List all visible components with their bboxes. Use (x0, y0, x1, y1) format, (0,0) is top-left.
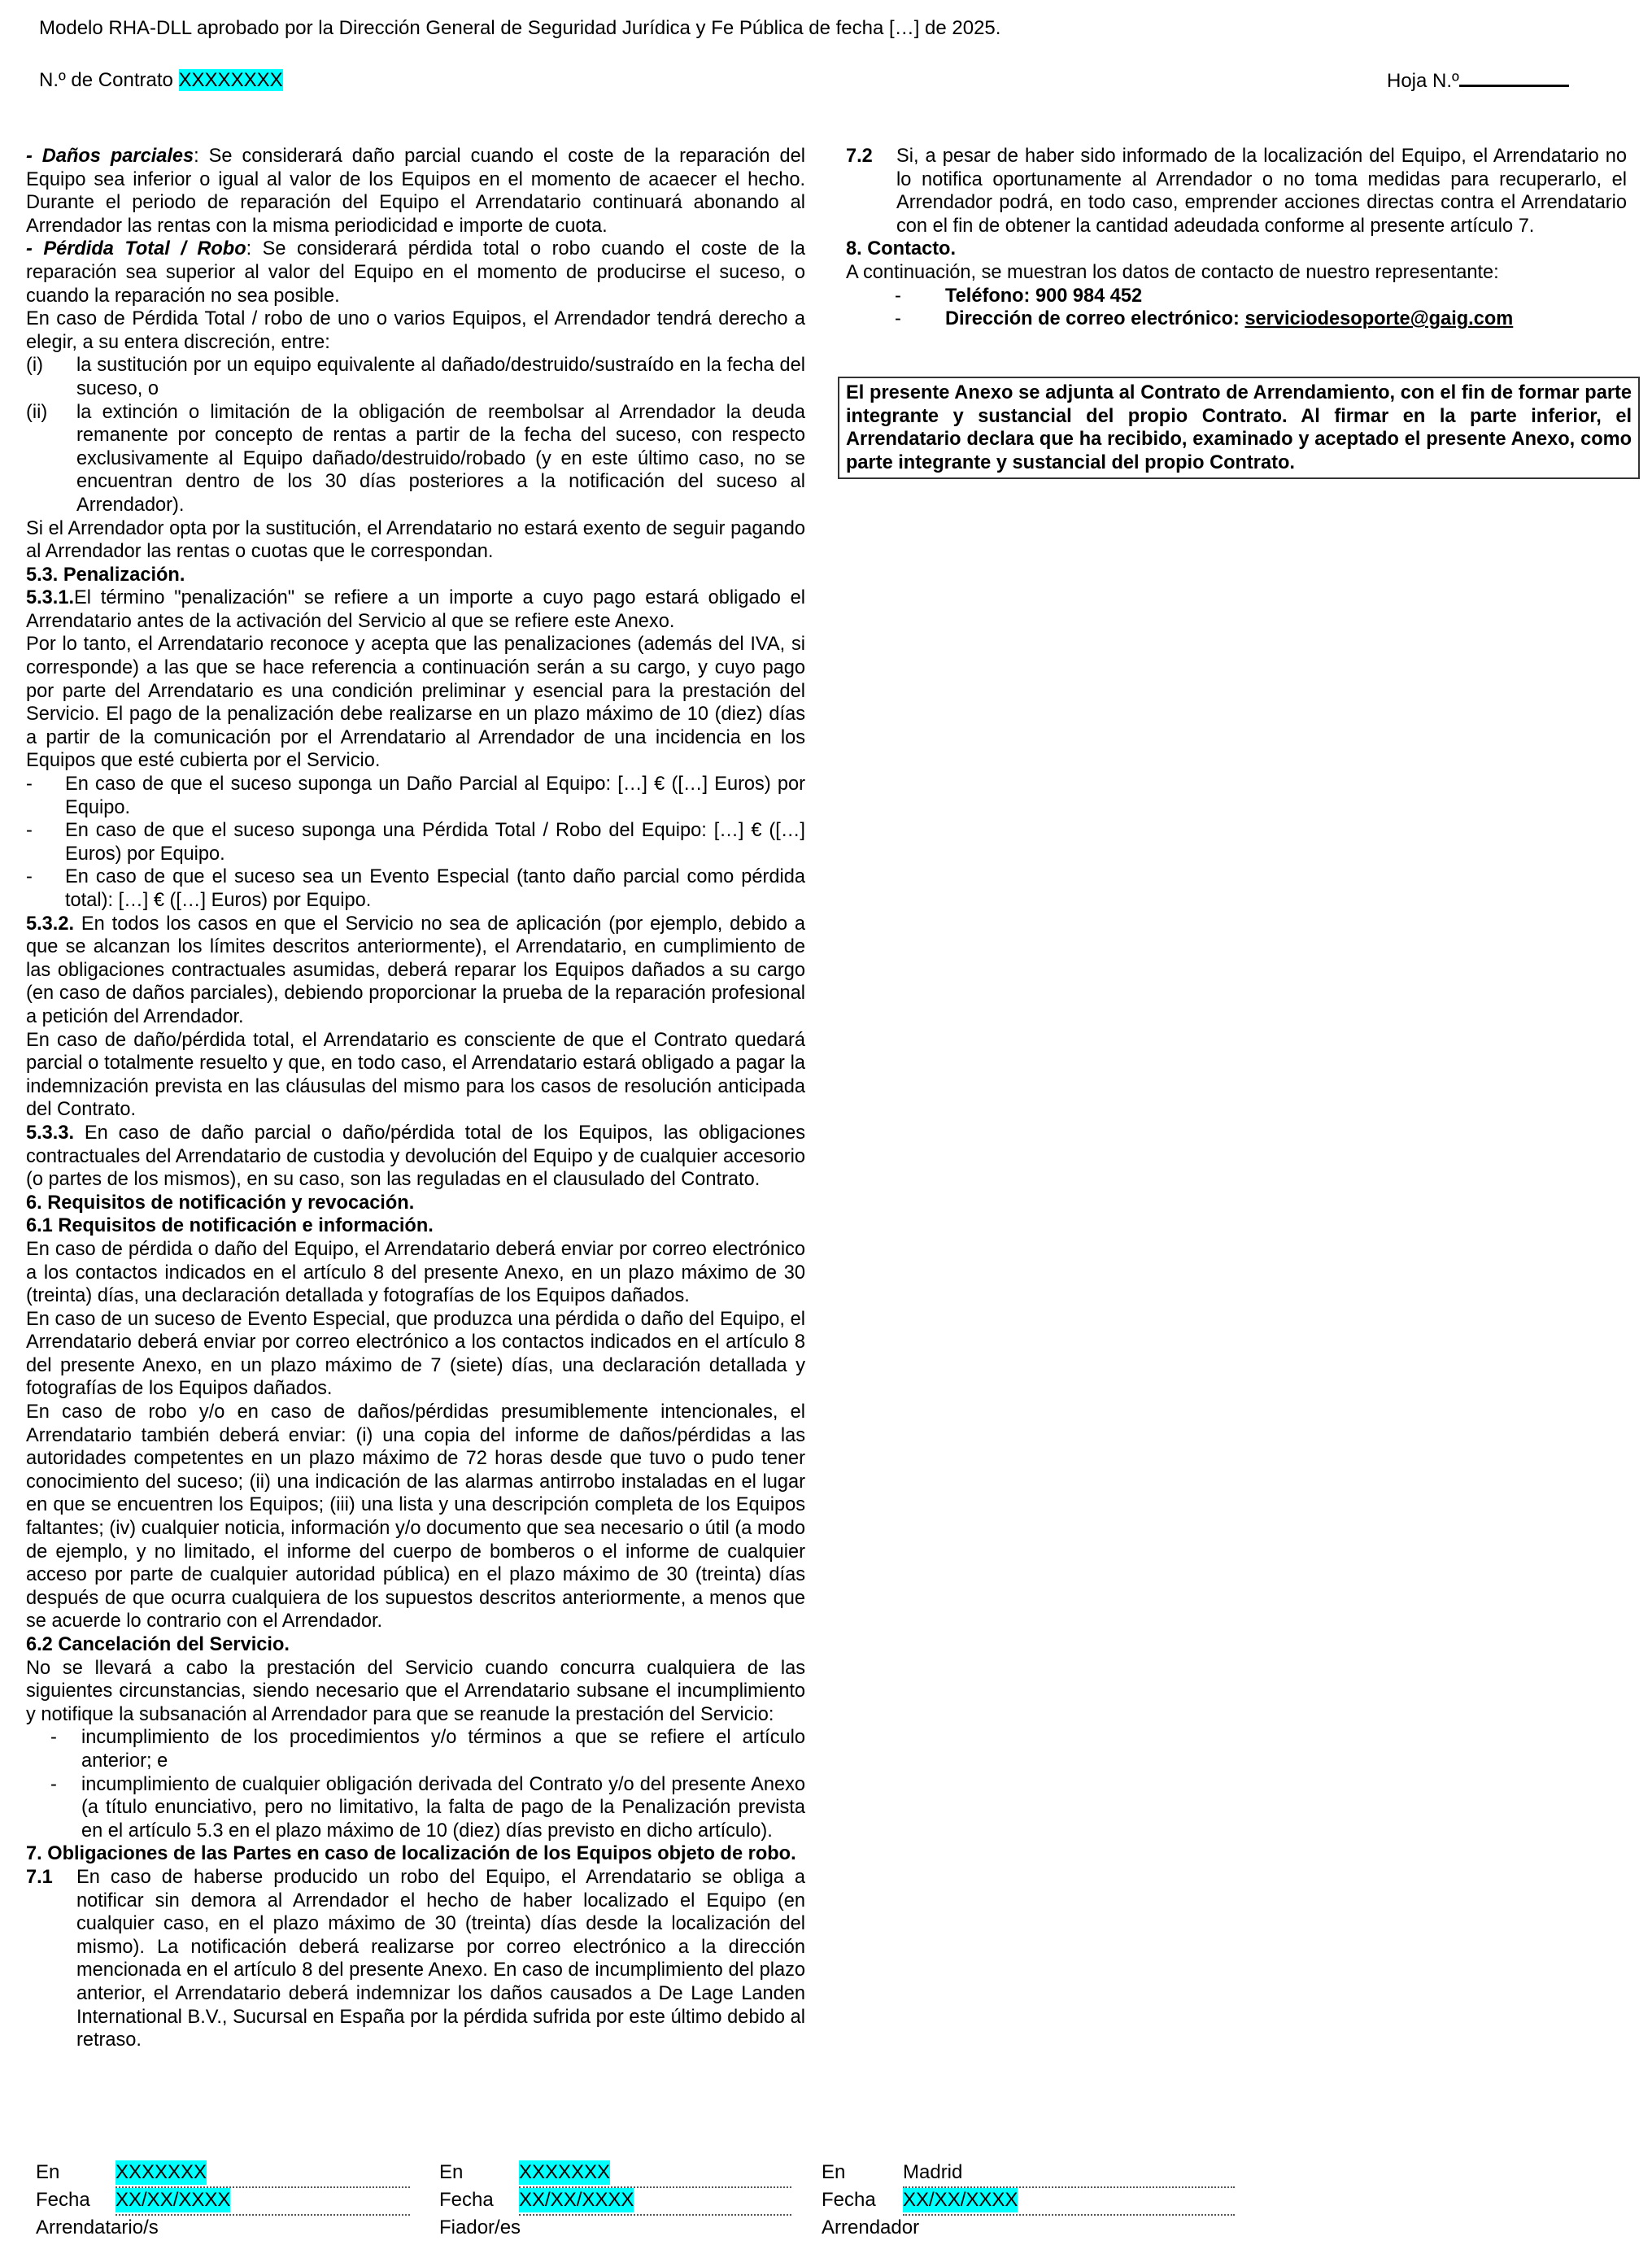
clause-number: 7.1 (26, 1866, 53, 1888)
contact-email-item (846, 307, 1627, 331)
penalty-item (26, 773, 805, 819)
total-loss-term: - Pérdida Total / Robo (26, 238, 246, 260)
left-column (26, 145, 805, 2052)
signature-block-guarantor (439, 2160, 789, 2243)
signer-role: Arrendador (822, 2217, 920, 2238)
contact-email-label: Dirección de correo electrónico: (945, 308, 1245, 330)
total-loss-text: : Se considerará pérdida total o robo cuando el coste de la reparación sea superior al valor del Equipo en el momento de producirse el suceso, o cuando la reparación no sea posible. (26, 238, 805, 307)
total-loss-resolution-paragraph: En caso de daño/pérdida total, el Arrendatario es consciente de que el Contrato quedará parcial o totalmente resuelto y que, en todo caso, el Arrendatario estará obligado a pagar la indemnización prevista en las cláusulas del mismo para los casos de resolución anticipada del Contrato. (26, 1029, 805, 1121)
place-label: En (822, 2161, 846, 2183)
heading-5-3: 5.3. Penalización. (26, 564, 185, 586)
penalty-item (26, 865, 805, 912)
clause-number: 5.3.2. (26, 913, 75, 935)
date-field[interactable]: XX/XX/XXXX (903, 2189, 1018, 2211)
signature-block-lessor (822, 2160, 1236, 2243)
clause-text: En todos los casos en que el Servicio no sea de aplicación (por ejemplo, debido a que se alcanzan los límites descritos anteriormente), el Arrendatario, en cumplimiento de las obligaciones contractuales asumidas, deberá reparar los Equipos dañados a su cargo (en caso de daños parciales), debiendo proporcionar la prueba de la reparación profesional a petición del Arrendador. (26, 913, 805, 1027)
heading-6: 6. Requisitos de notificación y revocación. (26, 1192, 415, 1214)
signer-role: Arrendatario/s (36, 2217, 159, 2238)
right-column (846, 145, 1627, 331)
clause-text: En caso de haberse producido un robo del Equipo, el Arrendatario se obliga a notificar sin demora al Arrendador el hecho de haber localizado el Equipo (en cualquier caso, en el plazo máximo de 30 (treinta) días desde la localización del mismo). La notificación deberá realizarse por correo electrónico a la dirección mencionada en el artículo 8 del presente Anexo. En caso de incumplimiento del plazo anterior, el Arrendatario deberá indemnizar los daños causados a De Lage Landen International B.V., Sucursal en España por la pérdida sufrida por este último debido al retraso. (76, 1866, 805, 2051)
clause-text: Si, a pesar de haber sido informado de la localización del Equipo, el Arrendatario no lo notifica oportunamente al Arrendador o no toma medidas para recuperarlo, el Arrendador podrá, en todo caso, emprender acciones directas contra el Arrendatario con el fin de obtener la cantidad adeudada conforme al presente artículo 7. (896, 146, 1627, 237)
bullet-dash: - (50, 1727, 57, 1749)
place-field[interactable]: XXXXXXX (519, 2161, 611, 2183)
heading-7: 7. Obligaciones de las Partes en caso de localización de los Equipos objeto de robo. (26, 1843, 796, 1865)
bullet-dash: - (895, 308, 901, 330)
penalty-text: En caso de que el suceso suponga una Pérdida Total / Robo del Equipo: […] € ([…] Euros) por Equipo. (65, 820, 805, 865)
clause-5-3-3 (26, 1122, 805, 1192)
bullet-dash: - (26, 866, 33, 888)
substitution-paragraph: Si el Arrendador opta por la sustitución, el Arrendatario no estará exento de seguir pagando al Arrendador las rentas o cuotas que le correspondan. (26, 517, 805, 563)
heading-6-2: 6.2 Cancelación del Servicio. (26, 1634, 290, 1655)
bullet-dash: - (26, 820, 33, 842)
option-label: (ii) (26, 401, 48, 423)
contact-email (945, 307, 1513, 331)
notification-paragraph-3: En caso de robo y/o en caso de daños/pérdidas presumiblemente intencionales, el Arrendatario también deberá enviar: (i) una copia del informe de daños/pérdidas a las autoridades competentes en un plazo máximo de 72 horas desde que tuvo o pudo tener conocimiento del suceso; (ii) una indicación de las alarmas antirrobo instaladas en el lugar en que se encuentren los Equipos; (iii) una lista y una descripción completa de los Equipos faltantes; (iv) cualquier noticia, información y/o documento que sea necesario o útil (a modo de ejemplo, y no limitado, el informe del cuerpo de bomberos o el informe de cualquier acceso por parte de cualquier autoridad pública) en el plazo máximo de 30 (treinta) días después de que ocurra cualquiera de los supuestos descritos anteriormente, a menos que se acuerde lo contrario con el Arrendador. (26, 1401, 805, 1632)
option-text: la extinción o limitación de la obligación de reembolsar al Arrendador la deuda remanente por concepto de rentas a partir de la fecha del suceso, con respecto exclusivamente al Equipo dañado/destruido/robado (y en este último caso, no se encuentran dentro de los 30 días posteriores a la notificación del suceso al Arrendador). (76, 401, 805, 516)
bullet-dash: - (26, 774, 33, 796)
option-label: (i) (26, 355, 43, 377)
total-loss-paragraph (26, 238, 805, 307)
date-label: Fecha (36, 2189, 90, 2211)
contract-number (39, 68, 283, 93)
clause-number: 7.2 (846, 146, 873, 167)
clause-text: En caso de daño parcial o daño/pérdida total de los Equipos, las obligaciones contractuales del Arrendatario de custodia y devolución del Equipo y de cualquier accesorio (o partes de los mismos), en su caso, son las reguladas en el clausulado del Contrato. (26, 1122, 805, 1191)
model-approval-line: Modelo RHA-DLL aprobado por la Dirección General de Seguridad Jurídica y Fe Pública de fecha […] de 2025. (39, 17, 1001, 39)
clause-number: 5.3.1. (26, 587, 75, 609)
penalty-item (26, 819, 805, 865)
signature-block-lessee (36, 2160, 410, 2243)
cancellation-item (26, 1726, 805, 1772)
date-field[interactable]: XX/XX/XXXX (519, 2189, 634, 2211)
clause-5-3-2 (26, 913, 805, 1029)
contact-email-link[interactable]: serviciodesoporte@gaig.com (1244, 308, 1514, 330)
sheet-number-field[interactable] (1459, 68, 1569, 87)
penalty-paragraph: Por lo tanto, el Arrendatario reconoce y acepta que las penalizaciones (además del IVA, si corresponde) a las que se hace referencia a continuación serán a su cargo, y cuyo pago por parte del Arrendatario es una condición preliminar y esencial para la prestación del Servicio. El pago de la penalización debe realizarse en un plazo máximo de 10 (diez) días a partir de la comunicación por el Arrendatario al Arrendador de una incidencia en los Equipos que esté cubierta por el Servicio. (26, 634, 805, 772)
option-item (26, 401, 805, 517)
contact-phone-item (846, 285, 1627, 308)
option-item (26, 354, 805, 400)
heading-8: 8. Contacto. (846, 238, 957, 260)
penalty-text: En caso de que el suceso suponga un Daño Parcial al Equipo: […] € ([…] Euros) por Equipo. (65, 774, 805, 818)
place-field[interactable]: Madrid (903, 2161, 963, 2183)
clause-7-2 (846, 145, 1627, 238)
cancellation-item (26, 1773, 805, 1843)
clause-text: El término "penalización" se refiere a un importe a cuyo pago estará obligado el Arrendatario antes de la activación del Servicio al que se refiere este Anexo. (26, 587, 805, 632)
partial-damage-term: - Daños parciales (26, 146, 194, 167)
notification-paragraph-2: En caso de un suceso de Evento Especial, que produzca una pérdida o daño del Equipo, el Arrendatario deberá enviar por correo electrónico a los contactos indicados en el artículo 8 del presente Anexo, en un plazo máximo de 7 (siete) días, una declaración detallada y fotografías de los Equipos dañados. (26, 1308, 805, 1400)
annex-acceptance-box: El presente Anexo se adjunta al Contrato de Arrendamiento, con el fin de formar parte integrante y sustancial del propio Contrato. Al firmar en la parte inferior, el Arrendatario declara que ha recibido, examinado y aceptado el presente Anexo, como parte integrante y sustancial del propio Contrato. (838, 377, 1640, 479)
place-label: En (36, 2161, 60, 2183)
heading-6-1: 6.1 Requisitos de notificación e información. (26, 1215, 434, 1237)
place-field[interactable]: XXXXXXX (116, 2161, 207, 2183)
date-label: Fecha (439, 2189, 494, 2211)
cancellation-text: incumplimiento de cualquier obligación derivada del Contrato y/o del presente Anexo (a título enunciativo, pero no limitativo, la falta de pago de la Penalización prevista en el artículo 5.3 en el plazo máximo de 10 (diez) días previsto en dicho artículo). (81, 1773, 805, 1842)
contract-number-label: N.º de Contrato (39, 69, 173, 91)
date-field[interactable]: XX/XX/XXXX (116, 2189, 231, 2211)
bullet-dash: - (50, 1773, 57, 1795)
option-text: la sustitución por un equipo equivalente al dañado/destruido/sustraído en la fecha del suceso, o (76, 355, 805, 399)
contract-number-value[interactable]: XXXXXXXX (178, 69, 283, 91)
clause-7-1 (26, 1866, 805, 2052)
cancellation-text: incumplimiento de los procedimientos y/o términos a que se refiere el artículo anterior; e (81, 1727, 805, 1772)
contact-intro: A continuación, se muestran los datos de contacto de nuestro representante: (846, 261, 1499, 283)
bullet-dash: - (895, 285, 901, 307)
place-label: En (439, 2161, 464, 2183)
partial-damage-text: : Se considerará daño parcial cuando el coste de la reparación del Equipo sea inferior o igual al valor de los Equipos en el momento de acaecer el hecho. Durante el periodo de reparación del Equipo el Arrendatario continuará abonando al Arrendador las rentas con la misma periodicidad e importe de cuota. (26, 146, 805, 237)
contact-phone: Teléfono: 900 984 452 (945, 285, 1143, 307)
total-loss-options-intro: En caso de Pérdida Total / robo de uno o varios Equipos, el Arrendador tendrá derecho a elegir, a su entera discreción, entre: (26, 308, 805, 353)
signer-role: Fiador/es (439, 2217, 521, 2238)
cancellation-paragraph: No se llevará a cabo la prestación del Servicio cuando concurra cualquiera de las siguientes circunstancias, siendo necesario que el Arrendatario subsane el incumplimiento y notifique la subsanación al Arrendador para que se reanude la prestación del Servicio: (26, 1657, 805, 1725)
clause-5-3-1 (26, 586, 805, 633)
notification-paragraph-1: En caso de pérdida o daño del Equipo, el Arrendatario deberá enviar por correo electrónico a los contactos indicados en el artículo 8 del presente Anexo, en un plazo máximo de 30 (treinta) días, una declaración detallada y fotografías de los Equipos dañados. (26, 1238, 805, 1307)
partial-damage-paragraph (26, 145, 805, 238)
clause-number: 5.3.3. (26, 1122, 75, 1144)
sheet-number-label: Hoja N.º (1387, 70, 1459, 92)
penalty-text: En caso de que el suceso sea un Evento Especial (tanto daño parcial como pérdida total): […] € ([…] Euros) por Equipo. (65, 866, 805, 911)
date-label: Fecha (822, 2189, 876, 2211)
sheet-number (1387, 68, 1569, 94)
